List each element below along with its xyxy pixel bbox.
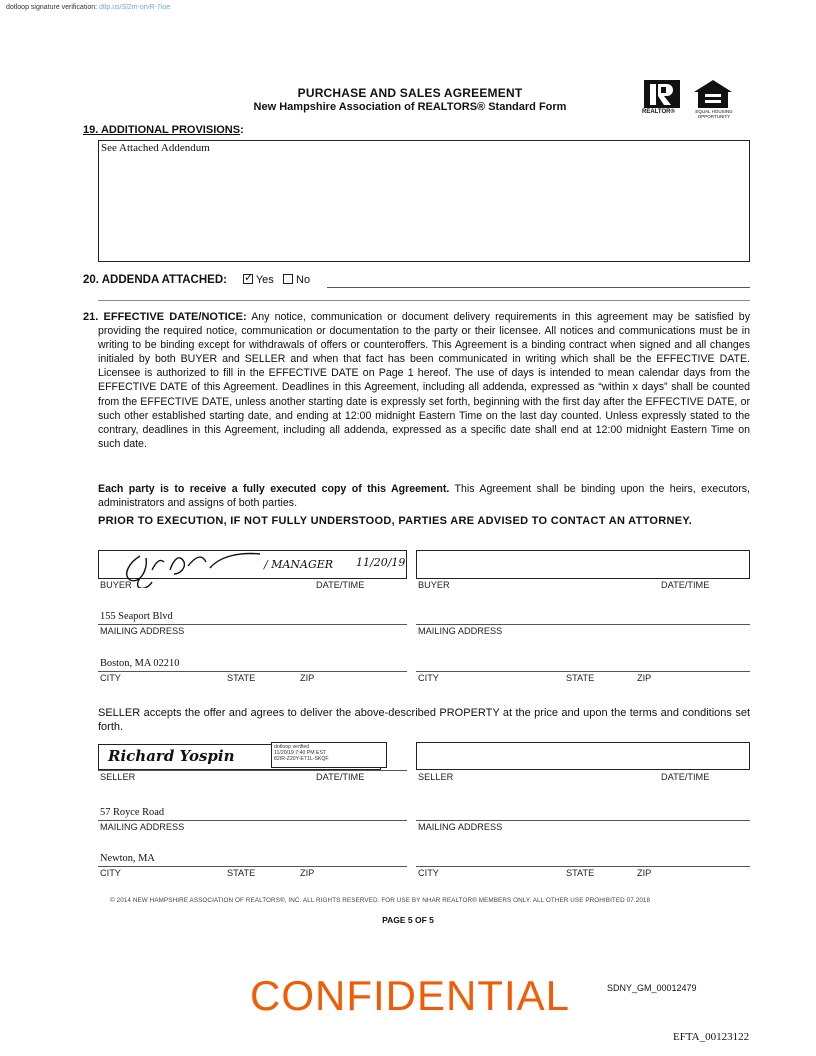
equal-housing-house-icon xyxy=(690,78,736,110)
seller-1-city: Newton, MA xyxy=(100,853,155,864)
buyer-2-city-label: CITY xyxy=(418,673,439,683)
page-number: PAGE 5 OF 5 xyxy=(382,915,434,925)
buyer-2-signature-box[interactable] xyxy=(416,550,750,579)
addenda-no-checkbox[interactable] xyxy=(283,274,293,284)
seller-1-mailing-label: MAILING ADDRESS xyxy=(100,822,185,832)
seller-1-city-label: CITY xyxy=(100,868,121,878)
equal-housing-logo-text: EQUAL HOUSING OPPORTUNITY xyxy=(695,109,733,119)
seller-1-mailing-address: 57 Royce Road xyxy=(100,807,165,818)
section-20-heading: 20. ADDENDA ATTACHED: xyxy=(83,274,227,286)
seller-2-city-line xyxy=(416,866,750,867)
seller-2-mailing-label: MAILING ADDRESS xyxy=(418,822,503,832)
confidential-stamp: CONFIDENTIAL xyxy=(250,972,571,1019)
seller-2-label: SELLER xyxy=(418,772,454,782)
seller-1-mailing-line xyxy=(98,820,407,821)
seller-1-state-label: STATE xyxy=(227,868,256,878)
seller-1-city-line xyxy=(98,866,407,867)
seller-2-city-label: CITY xyxy=(418,868,439,878)
dotloop-verification-header xyxy=(6,4,170,11)
buyer-2-zip-label: ZIP xyxy=(637,673,652,683)
buyer-1-date-handwritten: 11/20/19 xyxy=(356,556,406,569)
equal-housing-logo xyxy=(690,78,736,118)
section-21-heading: 21. EFFECTIVE DATE/NOTICE: xyxy=(83,311,247,323)
seller-2-datetime-label: DATE/TIME xyxy=(661,772,710,782)
divider-line xyxy=(98,300,750,301)
seller-1-datetime-label: DATE/TIME xyxy=(316,772,365,782)
buyer-2-city-line xyxy=(416,671,750,672)
realtor-logo xyxy=(640,78,688,118)
footer-copyright: © 2014 NEW HAMPSHIRE ASSOCIATION OF REALTORS®, INC. ALL RIGHTS RESERVED. FOR USE BY NHAR REALTOR® MEMBERS ONLY. ALL OTHER USE PROHIBITED 07.2018 xyxy=(110,897,651,904)
seller-2-signature-box[interactable] xyxy=(416,742,750,770)
addenda-yes-label: Yes xyxy=(255,274,274,286)
buyer-1-city: Boston, MA 02210 xyxy=(100,658,180,669)
executed-copy-rest: This Agreement shall be binding upon the heirs, executors, administrators and assigns of both parties. xyxy=(98,483,750,510)
seller-1-zip-label: ZIP xyxy=(300,868,315,878)
executed-copy-bold: Each party is to receive a fully executed copy of this Agreement. xyxy=(98,483,450,495)
section-19-heading: 19. ADDITIONAL PROVISIONS: xyxy=(83,124,244,136)
addenda-no-label: No xyxy=(296,274,311,286)
section-21-paragraph xyxy=(83,310,750,451)
buyer-1-zip-label: ZIP xyxy=(300,673,315,683)
seller-1-label: SELLER xyxy=(100,772,136,782)
addenda-yes-checkbox[interactable] xyxy=(243,274,253,284)
buyer-1-city-label: CITY xyxy=(100,673,121,683)
seller-accepts-paragraph: SELLER accepts the offer and agrees to deliver the above-described PROPERTY at the price and upon the terms and conditions set forth. xyxy=(98,707,750,733)
form-subtitle: New Hampshire Association of REALTORS® Standard Form xyxy=(253,101,567,113)
buyer-1-label: BUYER xyxy=(100,580,132,590)
dotloop-verification-link[interactable]: dtlp.us/Sl2m-orvR-7ioe xyxy=(99,4,171,11)
seller-2-state-label: STATE xyxy=(566,868,595,878)
dotloop-stamp-line-2: 11/20/19 7:40 PM EST xyxy=(274,750,327,756)
addenda-options xyxy=(243,274,310,286)
buyer-2-datetime-label: DATE/TIME xyxy=(661,580,710,590)
seller-2-mailing-line xyxy=(416,820,750,821)
buyer-1-city-line xyxy=(98,671,407,672)
buyer-1-mailing-address: 155 Seaport Blvd xyxy=(100,611,173,622)
seller-1-signature-line xyxy=(98,770,407,771)
dotloop-stamp-line-1: dotloop verified xyxy=(274,744,310,750)
buyer-2-mailing-label: MAILING ADDRESS xyxy=(418,626,503,636)
buyer-1-datetime-label: DATE/TIME xyxy=(316,580,365,590)
buyer-1-state-label: STATE xyxy=(227,673,256,683)
bates-number: SDNY_GM_00012479 xyxy=(607,983,697,993)
buyer-1-signature-text xyxy=(227,580,250,586)
realtor-logo-text: REALTOR® xyxy=(642,109,675,115)
attorney-notice: PRIOR TO EXECUTION, IF NOT FULLY UNDERSTOOD, PARTIES ARE ADVISED TO CONTACT AN ATTORNEY. xyxy=(98,515,693,527)
seller-1-signature: Richard Yospin xyxy=(108,747,235,765)
buyer-2-mailing-line xyxy=(416,624,750,625)
checkmark-icon: ✓ xyxy=(244,272,254,284)
dotloop-verified-stamp xyxy=(271,742,387,768)
seller-2-zip-label: ZIP xyxy=(637,868,652,878)
additional-provisions-text: See Attached Addendum xyxy=(101,142,210,154)
form-title: PURCHASE AND SALES AGREEMENT xyxy=(297,86,523,100)
section-21-body: Any notice, communication or document delivery requirements in this agreement may be satisfied by providing the required notice, communication or documentation to the party or their licensee. All notices and communications must be in writing to be binding except for withdrawals of offers or counteroffers. This Agreement is a binding contract when signed and all changes initialed by both BUYER and SELLER and when that fact has been communicated in writing which shall be the EFFECTIVE DATE. Licensee is authorized to fill in the EFFECTIVE DATE on Page 1 hereof. The use of days is intended to mean calendar days from the EFFECTIVE DATE of this Agreement. Deadlines in this Agreement, including all addenda, expressed as “within x days” shall be counted from the EFFECTIVE DATE, unless another starting date is expressly set forth, beginning with the first day after the EFFECTIVE DATE, or such other established starting date, and ending at 12:00 midnight Eastern Time on the last day counted. Unless expressly stated to the contrary, deadlines in this Agreement, including all addenda, expressed as a specific date shall end at 12:00 midnight Eastern Time on such date. xyxy=(98,311,750,450)
executed-copy-paragraph xyxy=(98,482,750,510)
buyer-1-title-handwritten: / MANAGER xyxy=(264,558,334,571)
addenda-line xyxy=(327,287,750,288)
additional-provisions-box[interactable] xyxy=(98,140,750,262)
dotloop-verification-label: dotloop signature verification: xyxy=(6,4,98,11)
dotloop-stamp-line-3: 82IR-Z20Y-ET1L-SKQF xyxy=(274,756,329,762)
buyer-2-label: BUYER xyxy=(418,580,450,590)
buyer-1-mailing-label: MAILING ADDRESS xyxy=(100,626,185,636)
efta-number: EFTA_00123122 xyxy=(673,1031,750,1043)
buyer-1-mailing-line xyxy=(98,624,407,625)
buyer-2-state-label: STATE xyxy=(566,673,595,683)
form-title-block xyxy=(200,86,620,113)
